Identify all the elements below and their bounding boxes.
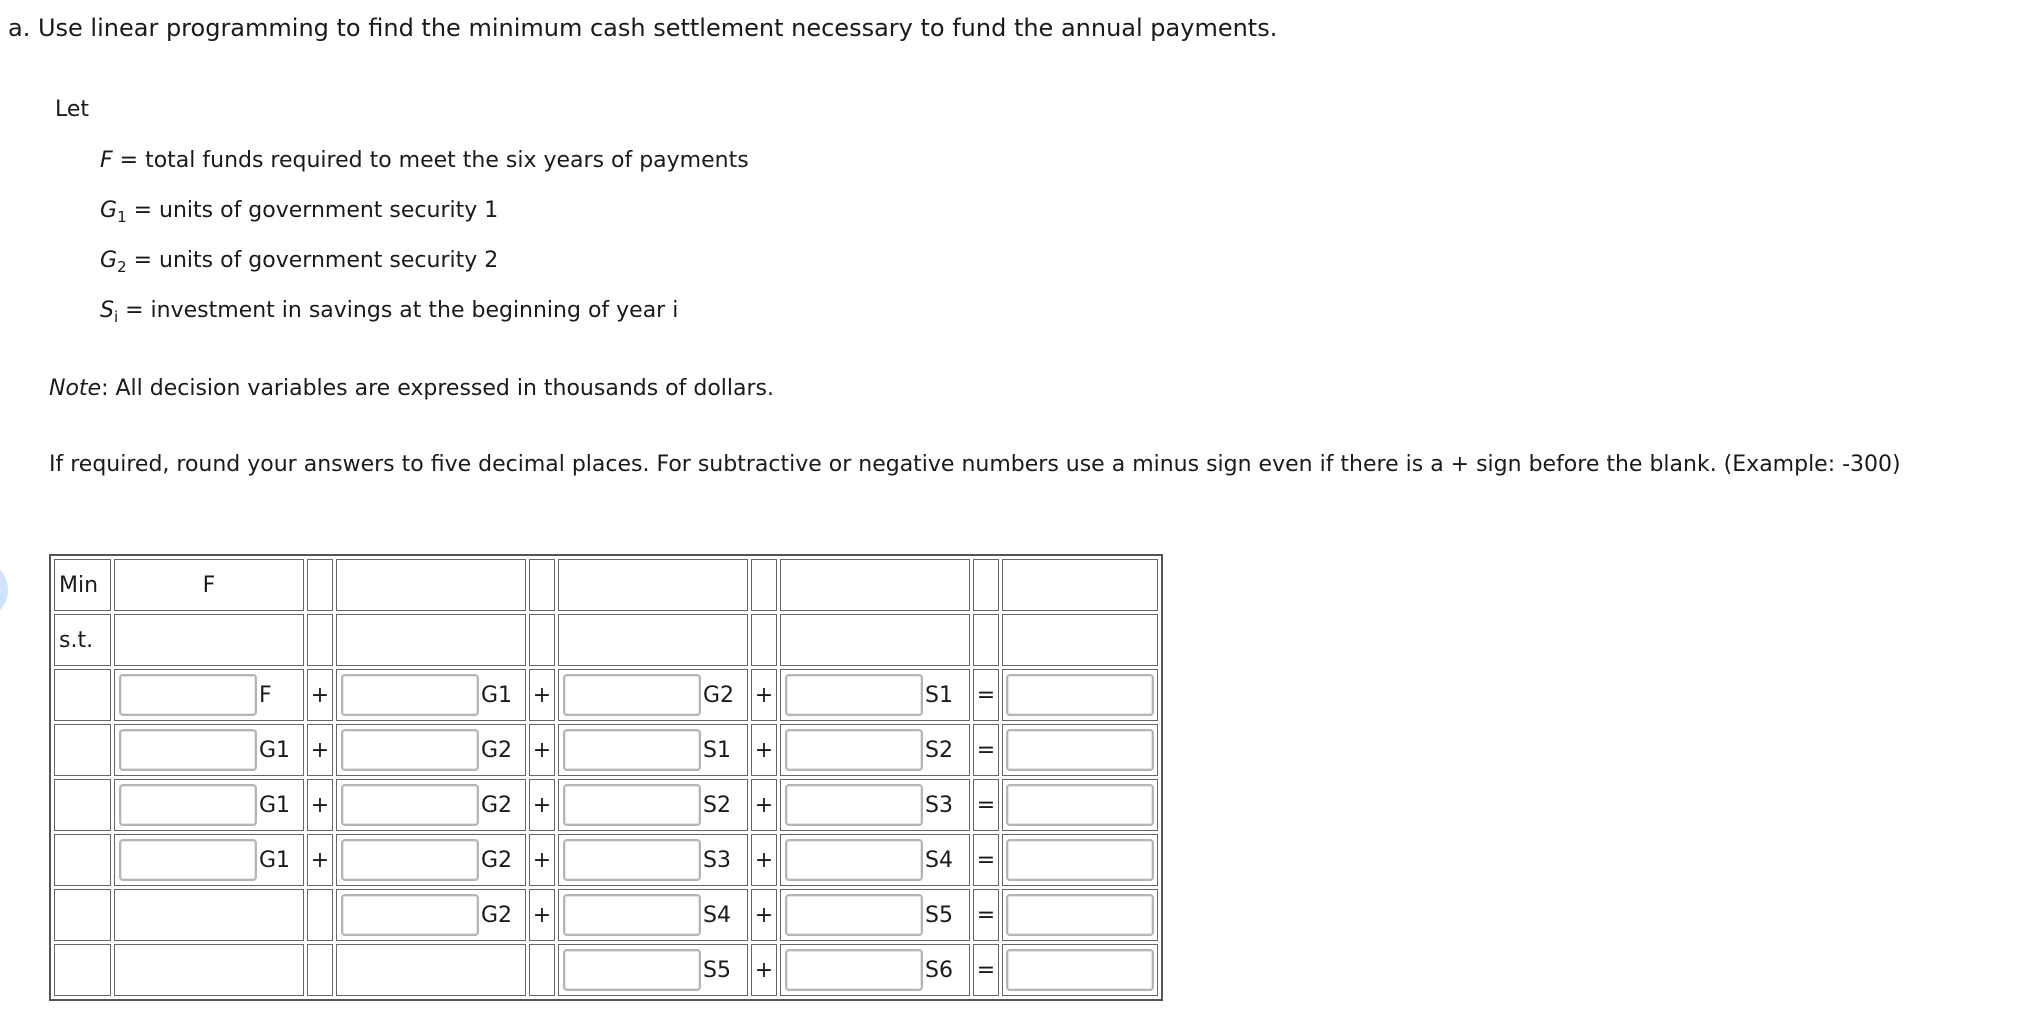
coefficient-input[interactable] [785,839,923,881]
plus-sign: + [751,944,777,996]
st-row [54,614,1158,666]
objective-row [54,559,1158,611]
rhs-input[interactable] [1006,894,1154,936]
plus-sign: + [751,889,777,941]
constraint-row-2 [54,724,1158,776]
objective-variable: F [114,559,304,611]
variable-label: G2 [481,902,513,928]
variable-label: S5 [925,902,953,928]
coefficient-input[interactable] [563,674,701,716]
coefficient-input[interactable] [341,729,479,771]
plus-sign: + [307,779,333,831]
coefficient-input[interactable] [785,784,923,826]
instructions: If required, round your answers to five decimal places. For subtractive or negative numbers use a minus sign even if there is a + sign before the blank. (Example: -300) [49,452,1901,477]
coefficient-input[interactable] [341,894,479,936]
variable-label: S4 [925,847,953,873]
rhs-input[interactable] [1006,674,1154,716]
constraint-row-5 [54,889,1158,941]
min-label: Min [54,559,111,611]
variable-label: G2 [481,847,513,873]
equals-sign: = [973,724,999,776]
variable-definitions [100,146,749,346]
coefficient-input[interactable] [563,894,701,936]
constraint-row-4 [54,834,1158,886]
variable-label: G2 [481,737,513,763]
plus-sign: + [307,724,333,776]
plus-sign: + [529,889,555,941]
definition-g2: $G_2$ = units of government security 2 [100,248,499,276]
focus-indicator [0,560,8,620]
variable-label: G1 [481,682,513,708]
coefficient-input[interactable] [341,839,479,881]
coefficient-input[interactable] [785,949,923,991]
coefficient-input[interactable] [341,674,479,716]
definition-g1: $G_1$ = units of government security 1 [100,198,499,226]
variable-label: S2 [703,792,731,818]
plus-sign: + [529,779,555,831]
variable-label: G2 [481,792,513,818]
plus-sign: + [751,779,777,831]
coefficient-input[interactable] [563,839,701,881]
variable-label: S1 [925,682,953,708]
coefficient-input[interactable] [563,729,701,771]
constraint-row-6 [54,944,1158,996]
coefficient-input[interactable] [341,784,479,826]
st-label: s.t. [54,614,111,666]
note: Note: All decision variables are expressed in thousands of dollars. [49,376,775,401]
coefficient-input[interactable] [119,784,257,826]
equals-sign: = [973,944,999,996]
equals-sign: = [973,669,999,721]
plus-sign: + [529,669,555,721]
variable-label: G2 [703,682,735,708]
variable-label: G1 [259,847,291,873]
rhs-input[interactable] [1006,949,1154,991]
coefficient-input[interactable] [119,729,257,771]
coefficient-input[interactable] [563,949,701,991]
rhs-input[interactable] [1006,729,1154,771]
variable-label: S3 [703,847,731,873]
variable-label: S4 [703,902,731,928]
rhs-input[interactable] [1006,784,1154,826]
definition-f: F = total funds required to meet the six years of payments [100,148,749,173]
plus-sign: + [529,834,555,886]
equals-sign: = [973,889,999,941]
coefficient-input[interactable] [785,894,923,936]
equals-sign: = [973,779,999,831]
let-label: Let [55,97,90,122]
question-text: a. Use linear programming to find the minimum cash settlement necessary to fund the annual payments. [8,14,1278,42]
variable-label: F [259,682,272,708]
plus-sign: + [751,724,777,776]
variable-label: G1 [259,792,291,818]
plus-sign: + [307,669,333,721]
equals-sign: = [973,834,999,886]
rhs-input[interactable] [1006,839,1154,881]
plus-sign: + [529,724,555,776]
variable-label: S6 [925,957,953,983]
coefficient-input[interactable] [785,729,923,771]
variable-label: S3 [925,792,953,818]
coefficient-input[interactable] [785,674,923,716]
variable-label: G1 [259,737,291,763]
coefficient-input[interactable] [563,784,701,826]
variable-label: S1 [703,737,731,763]
plus-sign: + [751,669,777,721]
constraint-row-3 [54,779,1158,831]
variable-label: S5 [703,957,731,983]
coefficient-input[interactable] [119,674,257,716]
plus-sign: + [751,834,777,886]
definition-si: $S_i$ = investment in savings at the beginning of year i [100,298,679,326]
variable-label: S2 [925,737,953,763]
plus-sign: + [307,834,333,886]
coefficient-input[interactable] [119,839,257,881]
constraint-row-1 [54,669,1158,721]
lp-model-table [49,554,1163,1001]
